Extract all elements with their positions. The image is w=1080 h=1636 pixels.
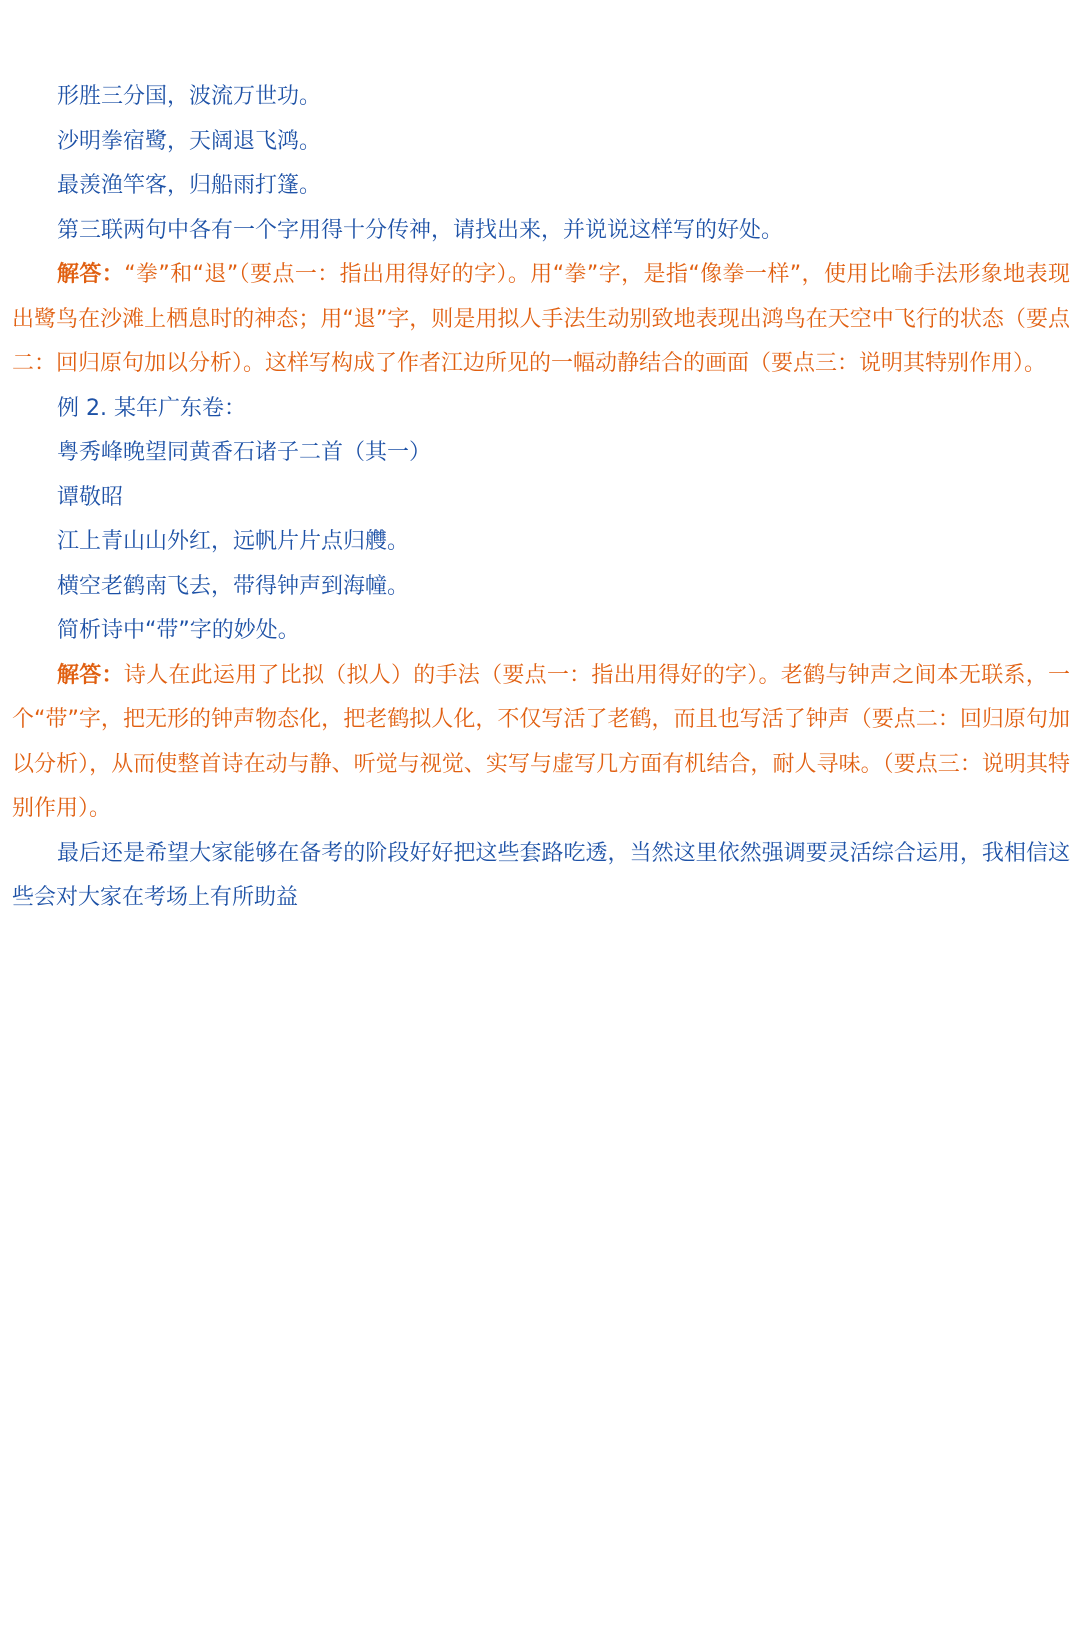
poem1-answer-label: 解答： xyxy=(57,262,125,287)
poem1-line-3: 最羡渔竿客，归船雨打篷。 xyxy=(57,173,322,198)
example2-answer xyxy=(12,654,1070,832)
example2-line-1: 江上青山山外红，远帆片片点归艭。 xyxy=(57,529,410,554)
poem1-answer-text: “拳”和“退”（要点一：指出用得好的字）。用“拳”字，是指“像拳一样”，使用比喻手法形象地表现出鹭鸟在沙滩上栖息时的神态；用“退”字，则是用拟人手法生动别致地表现出鸿鸟在天空中飞行的状态（要点二：回归原句加以分析）。这样写构成了作者江边所见的一幅动静结合的画面（要点三：说明其特别作用）。 xyxy=(12,262,1070,376)
poem1-line-2: 沙明拳宿鹭，天阔退飞鸿。 xyxy=(57,128,322,154)
example2-answer-text: 诗人在此运用了比拟（拟人）的手法（要点一：指出用得好的字）。老鹤与钟声之间本无联系，一个“带”字，把无形的钟声物态化，把老鹤拟人化，不仅写活了老鹤，而且也写活了钟声（要点二：回归原句加以分析），从而使整首诗在动与静、听觉与视觉、实写与虚写几方面有机结合，耐人寻味。（要点三：说明其特别作用）。 xyxy=(12,662,1070,821)
example2-question: 简析诗中“带”字的妙处。 xyxy=(57,618,300,643)
example2-answer-label: 解答： xyxy=(57,662,124,688)
example2-poem-title: 粤秀峰晚望同黄香石诸子二首（其一） xyxy=(57,440,432,465)
document-page xyxy=(12,75,1070,921)
poem1-question: 第三联两句中各有一个字用得十分传神，请找出来，并说说这样写的好处。 xyxy=(57,217,784,243)
closing-paragraph: 最后还是希望大家能够在备考的阶段好好把这些套路吃透，当然这里依然强调要灵活综合运用，我相信这些会对大家在考场上有所助益 xyxy=(12,840,1070,910)
example2-line-2: 横空老鹤南飞去，带得钟声到海幢。 xyxy=(57,573,410,599)
example2-heading: 例 2. 某年广东卷： xyxy=(57,395,246,421)
poem1-line-1: 形胜三分国，波流万世功。 xyxy=(57,84,322,109)
example2-author: 谭敬昭 xyxy=(57,484,124,510)
poem1-answer xyxy=(12,253,1070,387)
